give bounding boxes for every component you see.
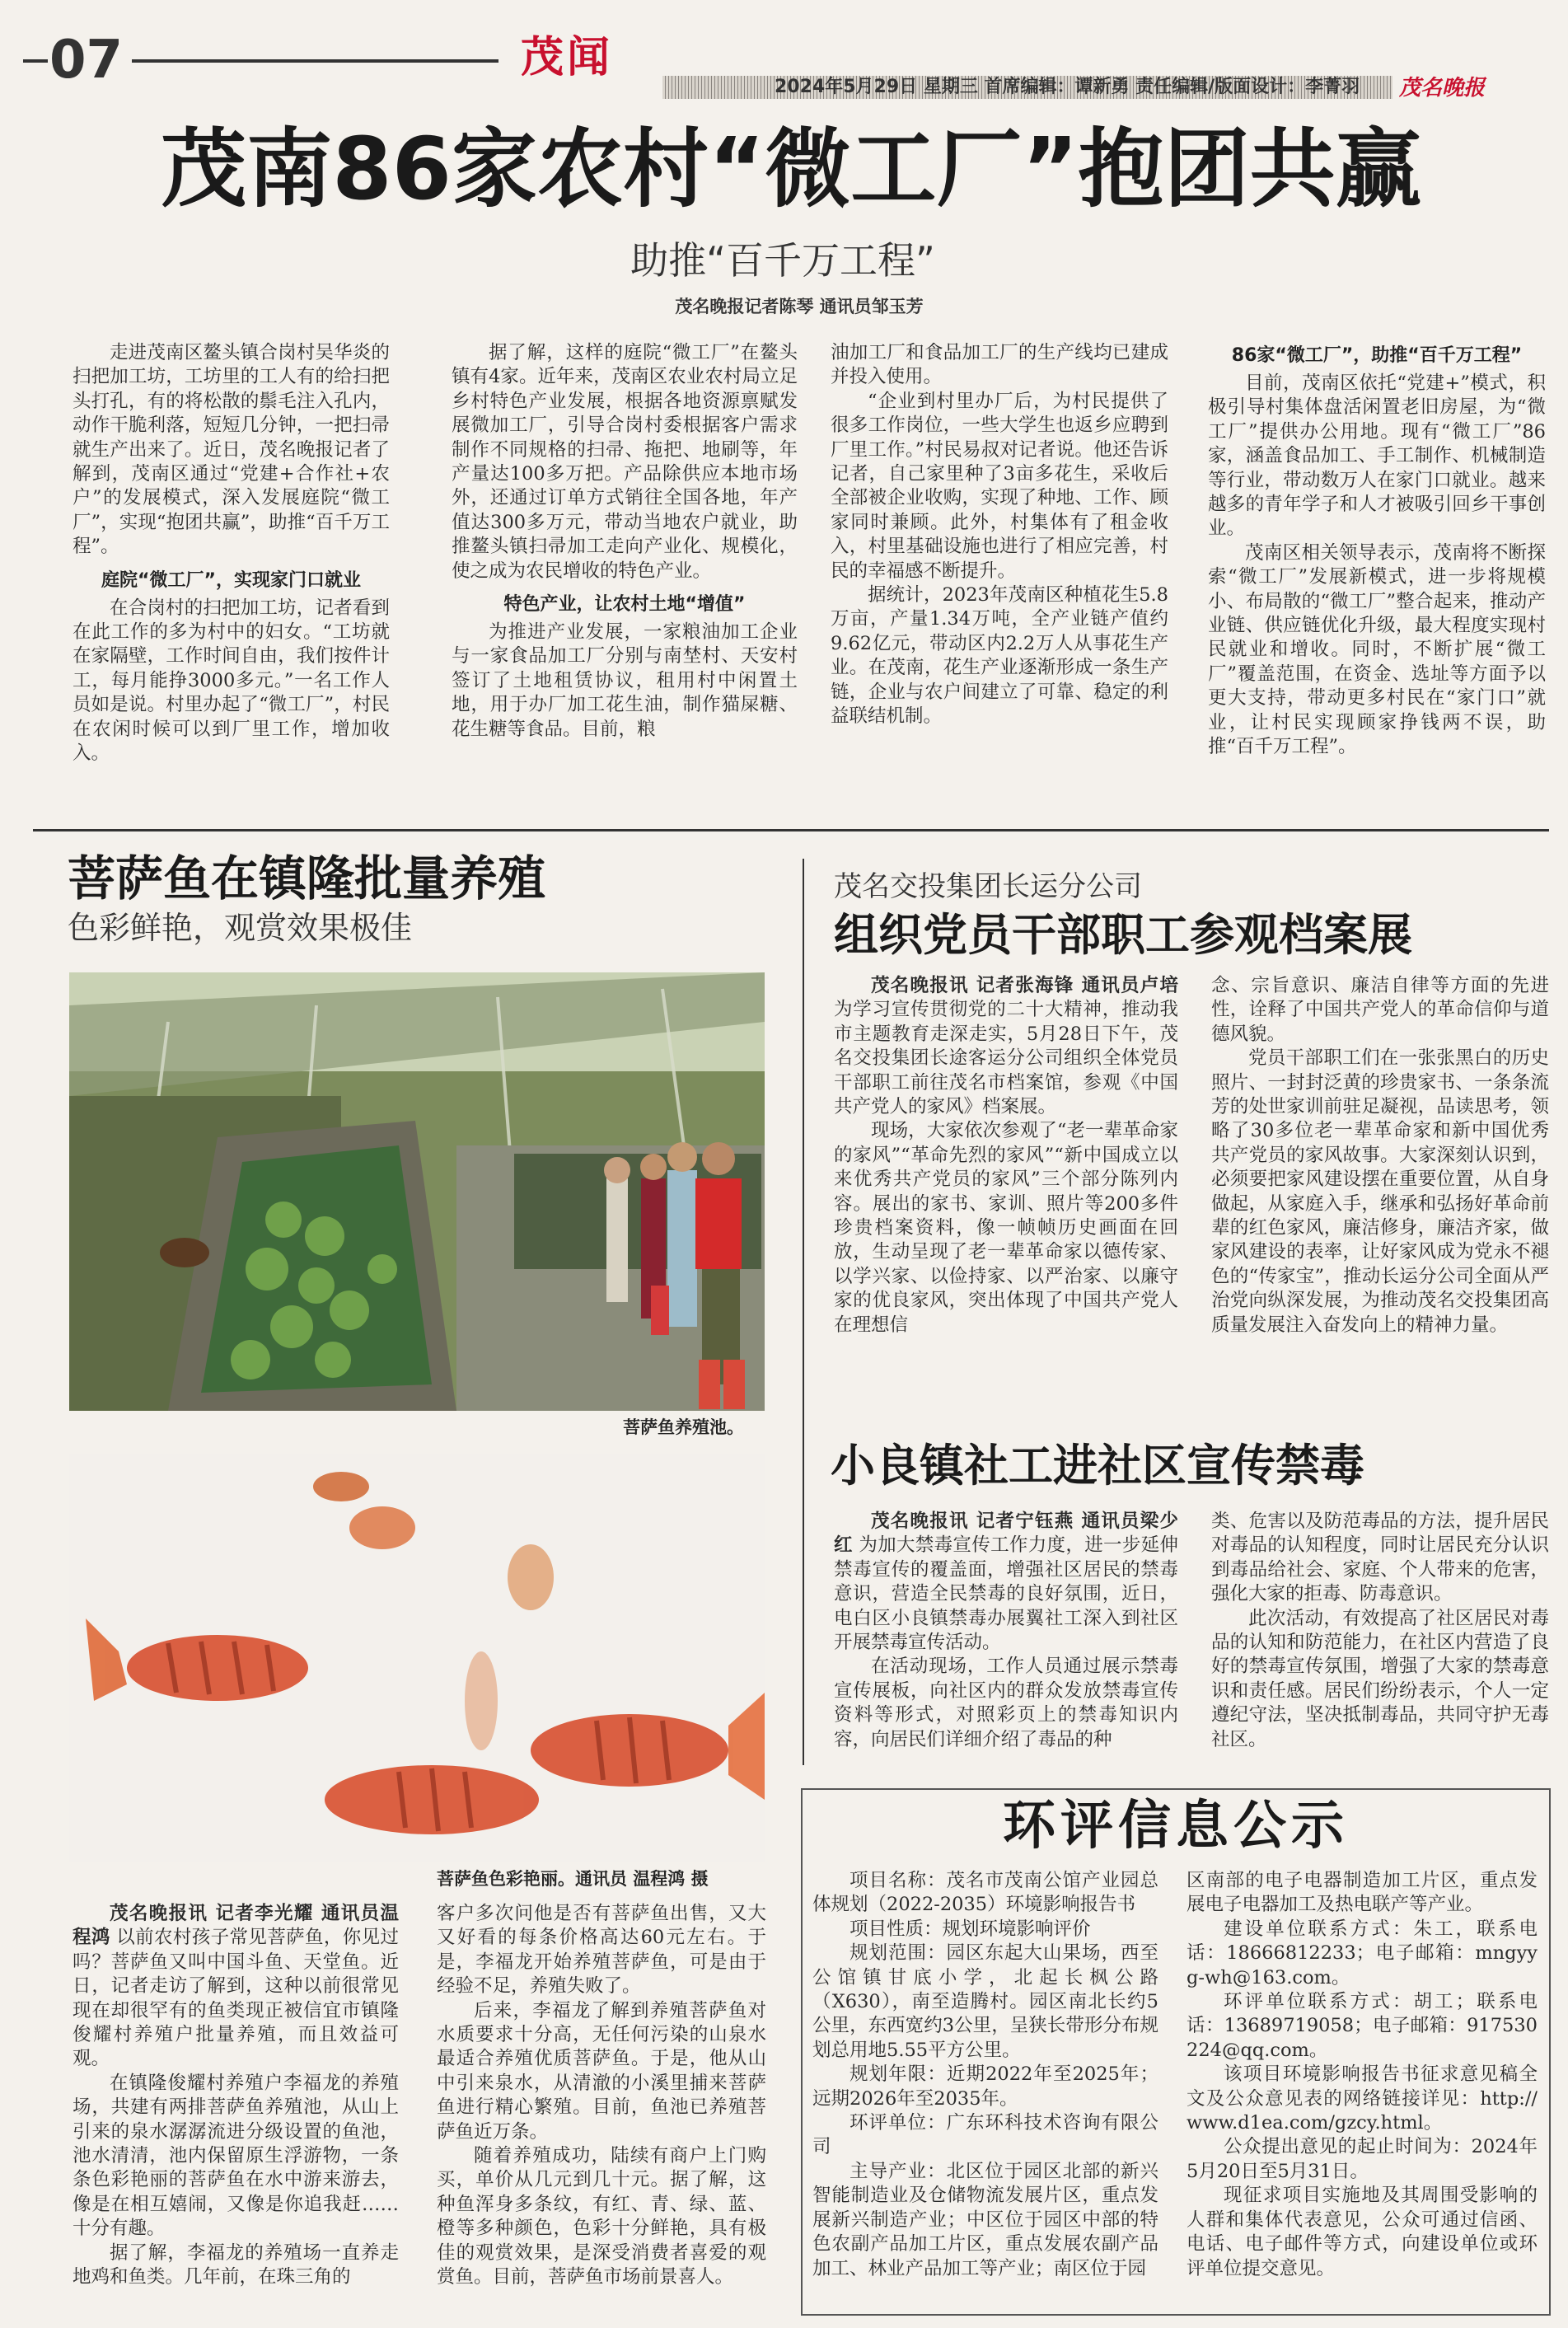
paragraph: 据了解，这样的庭院“微工厂”在鳌头镇有4家。近年来，茂南区农业农村局立足乡村特色产业发展，根据各地资源禀赋发展微加工厂，引导合岗村委根据客户需求制作不同规格的扫帚、拖把、地刷等，年产量达100多万把。产品除供应本地市场外，还通过订单方式销往全国各地，年产值达300多万元，带动当地农户就业，助推鳌头镇扫帚加工走向产业化、规模化，使之成为农民增收的特色产业。	[452, 342, 798, 582]
article3-kicker: 茂名交投集团长运分公司	[834, 870, 1142, 903]
article3-column-1	[834, 974, 1178, 1337]
paragraph: 公众提出意见的起止时间为：2024年5月20日至5月31日。	[1187, 2136, 1538, 2182]
paragraph: 主导产业：北区位于园区北部的新兴智能制造业及仓储物流发展片区，重点发展新兴制造产业；中区位于园区中部的特色农副产品加工片区，重点发展农副产品加工、林业产品加工等产业；南区位于园	[812, 2160, 1158, 2279]
paragraph: 目前，茂南区依托“党建+”模式，积极引导村集体盘活闲置老旧房屋，为“微工厂”提供办公用地。现有“微工厂”86家，涵盖食品加工、手工制作、机械制造等行业，带动数万人在家门口就业。越来越多的青年学子和人才被吸引回乡干事创业。	[1208, 372, 1546, 540]
article3-title: 组织党员干部职工参观档案展	[834, 909, 1412, 961]
paragraph: 在活动现场，工作人员通过展示禁毒宣传展板，向社区内的群众发放禁毒宣传资料等形式，对照彩页上的禁毒知识内容，向居民们详细介绍了毒品的种	[834, 1656, 1178, 1750]
subheading: 特色产业，让农村土地“增值”	[503, 594, 746, 616]
article1-column-2	[452, 341, 798, 742]
paragraph: 在镇隆俊耀村养殖户李福龙的养殖场，共建有两排菩萨鱼养殖池，从山上引来的泉水潺潺流进分级设置的鱼池，池水清清，池内保留原生浮游物，一条条色彩艳丽的菩萨鱼在水中游来游去，像是在相互嬉闹，又像是你追我赶……十分有趣。	[73, 2072, 399, 2240]
paragraph: 走进茂南区鳌头镇合岗村吴华炎的扫把加工坊，工坊里的工人有的给扫把头打孔，有的将松散的鬃毛注入孔内，动作干脆利落，短短几分钟，一把扫帚就生产出来了。近日，茂名晚报记者了解到，茂南区通过“党建+合作社+农户”的发展模式，深入发展庭院“微工厂”，实现“抱团共赢”，助推“百千万工程”。	[73, 342, 390, 558]
paragraph: 环评单位：广东环科技术咨询有限公司	[812, 2112, 1158, 2158]
date-line: 2024年5月29日 星期三 首席编辑：谭新勇 责任编辑/版面设计：李菁羽	[775, 77, 1360, 97]
fish-photo	[69, 1454, 765, 1862]
article1-subtitle: 助推“百千万工程”	[630, 238, 935, 283]
header-rule-left	[23, 59, 48, 63]
lead-text: 为加大禁毒宣传工作力度，进一步延伸禁毒宣传的覆盖面，增强社区居民的禁毒意识，营造全民禁毒的良好氛围，近日，电白区小良镇禁毒办展翼社工深入到社区开展禁毒宣传活动。	[834, 1534, 1178, 1654]
paragraph: 为推进产业发展，一家粮油加工企业与一家食品加工厂分别与南埜村、天安村签订了土地租赁协议，租用村中闲置土地，用于办厂加工花生油，制作猫屎糖、花生糖等食品。目前，粮	[452, 621, 798, 740]
paragraph: 随着养殖成功，陆续有商户上门购买，单价从几元到几十元。据了解，这种鱼浑身多条纹，有红、青、绿、蓝、橙等多种颜色，色彩十分鲜艳，具有极佳的观赏效果，是深受消费者喜爱的观赏鱼。目前，菩萨鱼市场前景喜人。	[437, 2145, 766, 2288]
paragraph: 客户多次问他是否有菩萨鱼出售，又大又好看的每条价格高达60元左右。于是，李福龙开始养殖菩萨鱼，可是由于经验不足，养殖失败了。	[437, 1903, 766, 1998]
article1-title: 茂南86家农村“微工厂”抱团共赢	[161, 119, 1421, 219]
paragraph: 据了解，李福龙的养殖场一直养走地鸡和鱼类。几年前，在珠三角的	[73, 2241, 399, 2288]
paragraph: 该项目环境影响报告书征求意见稿全文及公众意见表的网络链接详见：http://www.d1ea.com/gzcy.html。	[1187, 2063, 1538, 2134]
article2-subtitle: 色彩鲜艳，观赏效果极佳	[68, 910, 413, 946]
page-number: 07	[49, 30, 124, 91]
paragraph: 类、危害以及防范毒品的方法，提升居民对毒品的认知程度，同时让居民充分认识到毒品给社会、家庭、个人带来的危害，强化大家的拒毒、防毒意识。	[1211, 1511, 1549, 1605]
paragraph: 现征求项目实施地及其周围受影响的人群和集体代表意见，公众可通过信函、电话、电子邮件等方式，向建设单位或环评单位提交意见。	[1187, 2185, 1538, 2279]
paragraph	[834, 974, 1178, 1119]
dateline: 茂名晚报讯 记者张海锋 通讯员卢培	[871, 975, 1178, 996]
photo2-caption: 菩萨鱼色彩艳丽。通讯员 温程鸿 摄	[437, 1869, 709, 1889]
paragraph: 现场，大家依次参观了“老一辈革命家的家风”“革命先烈的家风”“新中国成立以来优秀共产党员的家风”三个部分陈列内容。展出的家书、家训、照片等200多件珍贵档案资料，像一帧帧历史画面在回放，生动呈现了老一辈革命家以德传家、以学兴家、以俭持家、以严治家、以廉守家的优良家风，突出体现了中国共产党人在理想信	[834, 1120, 1178, 1336]
article4-column-1	[834, 1510, 1178, 1752]
photo1-caption: 菩萨鱼养殖池。	[623, 1417, 744, 1437]
paragraph: 规划年限：近期2022年至2025年；远期2026年至2035年。	[812, 2063, 1158, 2110]
paragraph	[834, 1510, 1178, 1655]
dateline: 茂名晚报讯 记者宁钰燕 通讯员梁少红	[834, 1511, 1178, 1557]
lead-text: 为学习宣传贯彻党的二十大精神，推动我市主题教育走深走实，5月28日下午，茂名交投集团长途客运分公司组织全体党员干部职工前往茂名市档案馆，参观《中国共产党人的家风》档案展。	[834, 999, 1178, 1118]
paragraph: 油加工厂和食品加工厂的生产线均已建成并投入使用。	[831, 342, 1168, 388]
paragraph: 建设单位联系方式：朱工，联系电话：18666812233；电子邮箱：mngyyg-wh@163.com。	[1187, 1918, 1538, 1988]
paragraph: 此次活动，有效提高了社区居民对毒品的认知和防范能力，在社区内营造了良好的禁毒宣传氛围，增强了大家的禁毒意识和责任感。居民们纷纷表示，个人一定遵纪守法，坚决抵制毒品，共同守护无毒社区。	[1211, 1607, 1549, 1750]
fish-illustration	[69, 1454, 765, 1862]
article4-column-2	[1211, 1510, 1549, 1752]
notice-column-1	[812, 1869, 1158, 2281]
article2-column-2	[437, 1902, 766, 2290]
fish-pond-photo	[69, 972, 765, 1411]
fish-pond-illustration	[69, 972, 765, 1411]
paragraph: 区南部的电子电器制造加工片区，重点发展电子电器加工及热电联产等产业。	[1187, 1870, 1538, 1916]
article1-column-1	[73, 341, 390, 766]
subheading: 庭院“微工厂”，实现家门口就业	[101, 569, 361, 591]
section-label: 茂闻	[521, 32, 614, 82]
brand-logo: 茂名晚报	[1399, 76, 1486, 101]
paragraph: “企业到村里办厂后，为村民提供了很多工作岗位，一些大学生也返乡应聘到厂里工作。”村民易叔对记者说。他还告诉记者，自己家里种了3亩多花生，采收后全部被企业收购，实现了种地、工作、顾家同时兼顾。此外，村集体有了租金收入，村里基础设施也进行了相应完善，村民的幸福感不断提升。	[831, 390, 1168, 582]
article2-column-1	[73, 1902, 399, 2290]
paragraph: 项目性质：规划环境影响评价	[850, 1918, 1091, 1940]
paragraph: 念、宗旨意识、廉洁自律等方面的先进性，诠释了中国共产党人的革命信仰与道德风貌。	[1211, 975, 1549, 1045]
article2-title: 菩萨鱼在镇隆批量养殖	[68, 850, 546, 906]
paragraph: 据统计，2023年茂南区种植花生5.8万亩，产量1.34万吨，全产业链产值约9.62亿元，带动区内2.2万人从事花生产业。在茂南，花生产业逐渐形成一条生产链，企业与农户间建立了可靠、稳定的利益联结机制。	[831, 584, 1168, 728]
notice-column-2	[1187, 1869, 1538, 2281]
paragraph: 党员干部职工们在一张张黑白的历史照片、一封封泛黄的珍贵家书、一条条流芳的处世家训前驻足凝视，品读思考，领略了30多位老一辈革命家和新中国优秀共产党员的家风故事。大家深刻认识到，必须要把家风建设摆在重要位置，从自身做起，从家庭入手，继承和弘扬好革命前辈的红色家风，廉洁修身，廉洁齐家，做家风建设的表率，让好家风成为党永不褪色的“传家宝”，推动长运分公司全面从严治党向纵深发展，为推动茂名交投集团高质量发展注入奋发向上的精神力量。	[1211, 1047, 1549, 1336]
paragraph: 环评单位联系方式：胡工；联系电话：13689719058；电子邮箱：917530224@qq.com。	[1187, 1991, 1538, 2061]
column-divider	[803, 859, 804, 1765]
notice-title: 环评信息公示	[1003, 1795, 1349, 1857]
page-header	[0, 0, 1568, 99]
article1-byline: 茂名晚报记者陈琴 通讯员邹玉芳	[675, 297, 924, 316]
header-rule-mid	[132, 59, 498, 63]
article4-title: 小良镇社工进社区宣传禁毒	[831, 1440, 1364, 1492]
paragraph: 规划范围：园区东起大山果场，西至公馆镇甘底小学，北起长枫公路（X630），南至造腾村。园区南北长约5公里，东西宽约3公里，呈狭长带形分布规划总用地5.55平方公里。	[812, 1942, 1158, 2061]
section-divider	[33, 829, 1549, 831]
article1-column-4	[1208, 341, 1546, 760]
paragraph: 项目名称：茂名市茂南公馆产业园总体规划（2022-2035）环境影响报告书	[812, 1870, 1158, 1916]
paragraph: 后来，李福龙了解到养殖菩萨鱼对水质要求十分高，无任何污染的山泉水最适合养殖优质菩萨鱼。于是，他从山中引来泉水，从清澈的小溪里捕来菩萨鱼进行精心繁殖。目前，鱼池已养殖菩萨鱼近万条。	[437, 1999, 766, 2143]
article3-column-2	[1211, 974, 1549, 1337]
dateline: 茂名晚报讯 记者李光耀 通讯员温程鸿	[73, 1903, 399, 1949]
lead-text: 以前农村孩子常见菩萨鱼，你见过吗？菩萨鱼又叫中国斗鱼、天堂鱼。近日，记者走访了解到，这种以前很常见现在却很罕有的鱼类现正被信宜市镇隆俊耀村养殖户批量养殖，而且效益可观。	[73, 1927, 399, 2070]
subheading: 86家“微工厂”，助推“百千万工程”	[1231, 345, 1523, 366]
paragraph	[73, 1902, 399, 2072]
article1-column-3	[831, 341, 1168, 729]
paragraph: 茂南区相关领导表示，茂南将不断探索“微工厂”发展新模式，进一步将规模小、布局散的“微工厂”整合起来，推动产业链、供应链优化升级，最大程度实现村民就业和增收。同时，不断扩展“微工厂”覆盖范围，在资金、选址等方面予以更大支持，带动更多村民在“家门口”就业，让村民实现顾家挣钱两不误，助推“百千万工程”。	[1208, 541, 1546, 758]
paragraph: 在合岗村的扫把加工坊，记者看到在此工作的多为村中的妇女。“工坊就在家隔壁，工作时间自由，我们按件计工，每月能挣3000多元。”一名工作人员如是说。村里办起了“微工厂”，村民在农闲时候可以到厂里工作，增加收入。	[73, 597, 390, 765]
